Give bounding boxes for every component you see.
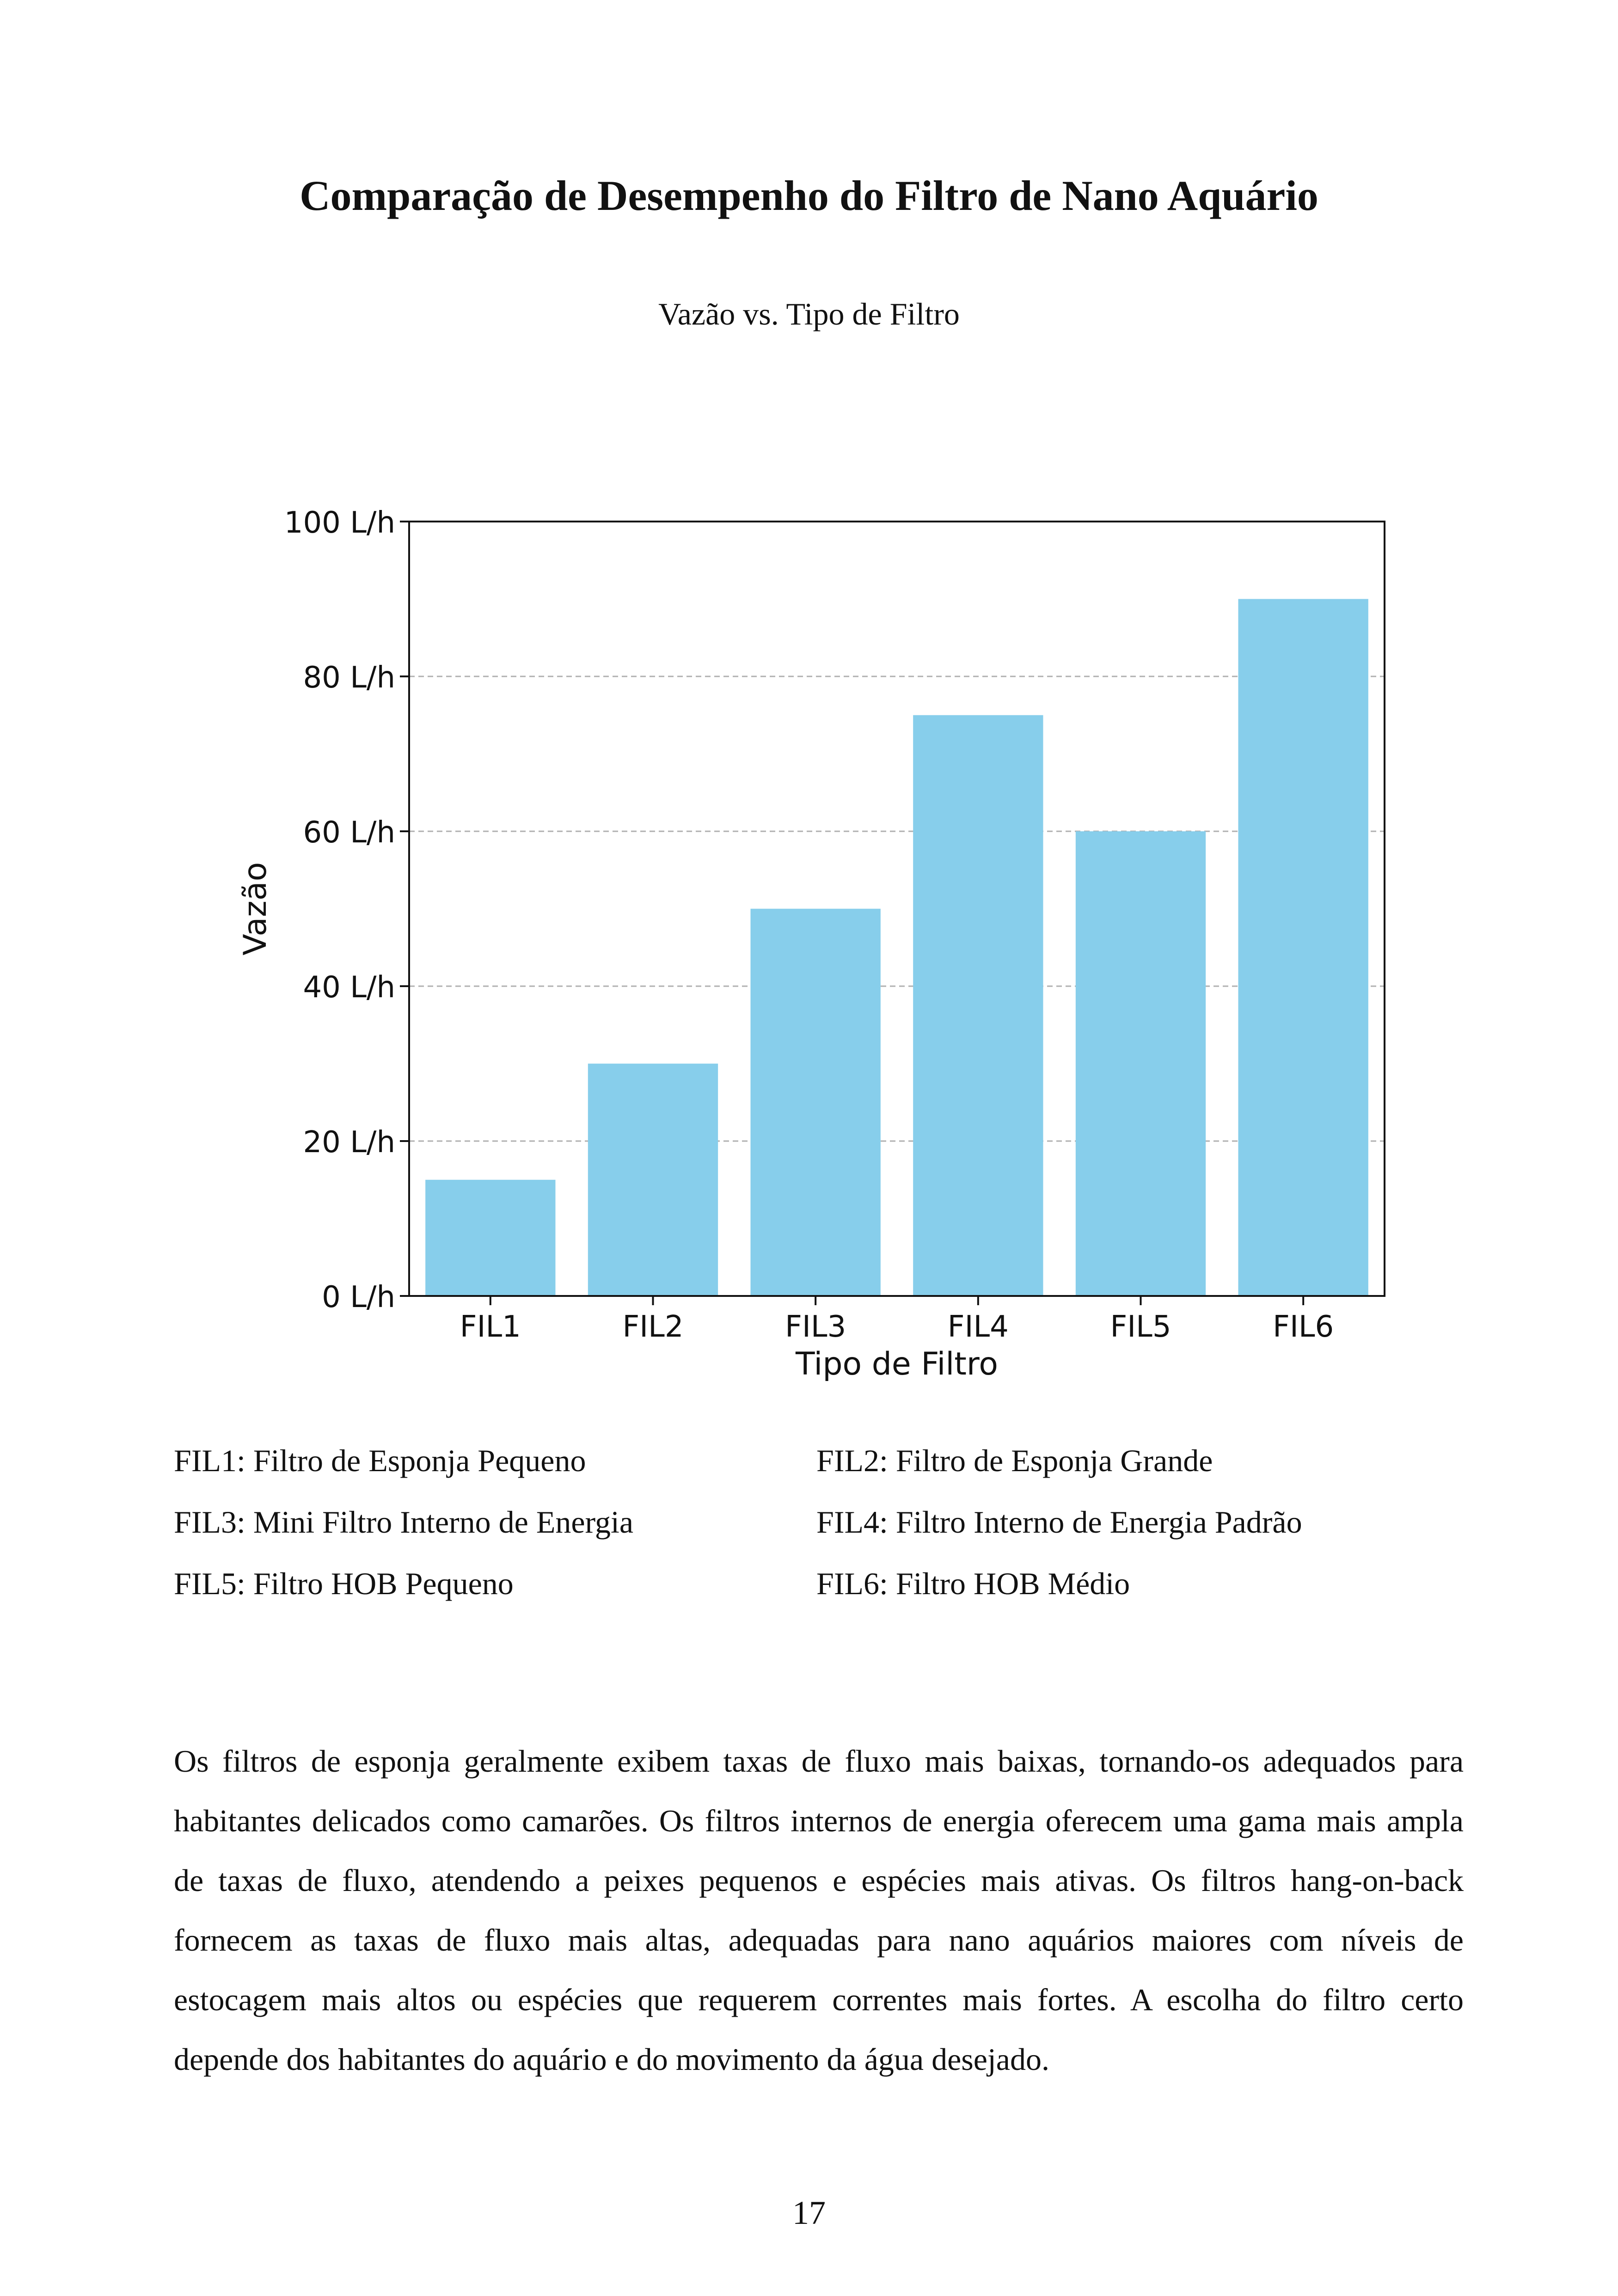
legend-item-fil6: FIL6: Filtro HOB Médio [816, 1566, 1130, 1601]
x-tick-label: FIL1 [460, 1310, 521, 1344]
y-tick-label: 60 L/h [303, 816, 395, 850]
bar-fil6 [1238, 599, 1368, 1296]
chart-subtitle: Vazão vs. Tipo de Filtro [658, 296, 960, 332]
x-tick-label: FIL6 [1273, 1310, 1334, 1344]
bar-fil1 [425, 1180, 555, 1296]
page-title: Comparação de Desempenho do Filtro de Nano Aquário [300, 172, 1318, 219]
x-axis-ticks [460, 1296, 1334, 1344]
y-tick-label: 20 L/h [303, 1125, 395, 1160]
y-tick-label: 40 L/h [303, 970, 395, 1005]
y-tick-label: 0 L/h [322, 1280, 395, 1314]
legend-item-fil5: FIL5: Filtro HOB Pequeno [174, 1566, 514, 1601]
body-paragraph: Os filtros de esponja geralmente exibem taxas de fluxo mais baixas, tornando-os adequados para habitantes delicados como camarões. Os filtros internos de energia oferecem uma gama mais ampla de taxas de fluxo, atendendo a peixes pequenos e espécies mais ativas. Os filtros hang-on-back fornecem as taxas de fluxo mais altas, adequadas para nano aquários maiores com níveis de estocagem mais altos ou espécies que requerem correntes mais fortes. A escolha do filtro certo depende dos habitantes do aquário e do movimento da água desejado. [174, 1743, 1464, 2077]
x-tick-label: FIL3 [785, 1310, 846, 1344]
x-tick-label: FIL4 [947, 1310, 1009, 1344]
x-tick-label: FIL2 [622, 1310, 684, 1344]
bar-fil4 [913, 715, 1043, 1296]
chart-bars [425, 599, 1368, 1296]
y-axis-label: Vazão [237, 862, 274, 956]
legend-item-fil3: FIL3: Mini Filtro Interno de Energia [174, 1504, 634, 1540]
legend-item-fil2: FIL2: Filtro de Esponja Grande [816, 1443, 1213, 1478]
x-axis-label: Tipo de Filtro [795, 1346, 999, 1382]
y-tick-label: 100 L/h [284, 506, 395, 540]
bar-fil5 [1076, 831, 1206, 1296]
legend-item-fil1: FIL1: Filtro de Esponja Pequeno [174, 1443, 586, 1478]
x-tick-label: FIL5 [1110, 1310, 1171, 1344]
y-axis-ticks [284, 506, 409, 1314]
page-number: 17 [792, 2194, 826, 2231]
bar-fil2 [588, 1064, 718, 1296]
bar-fil3 [751, 909, 881, 1296]
legend-item-fil4: FIL4: Filtro Interno de Energia Padrão [816, 1504, 1302, 1540]
y-tick-label: 80 L/h [303, 661, 395, 695]
